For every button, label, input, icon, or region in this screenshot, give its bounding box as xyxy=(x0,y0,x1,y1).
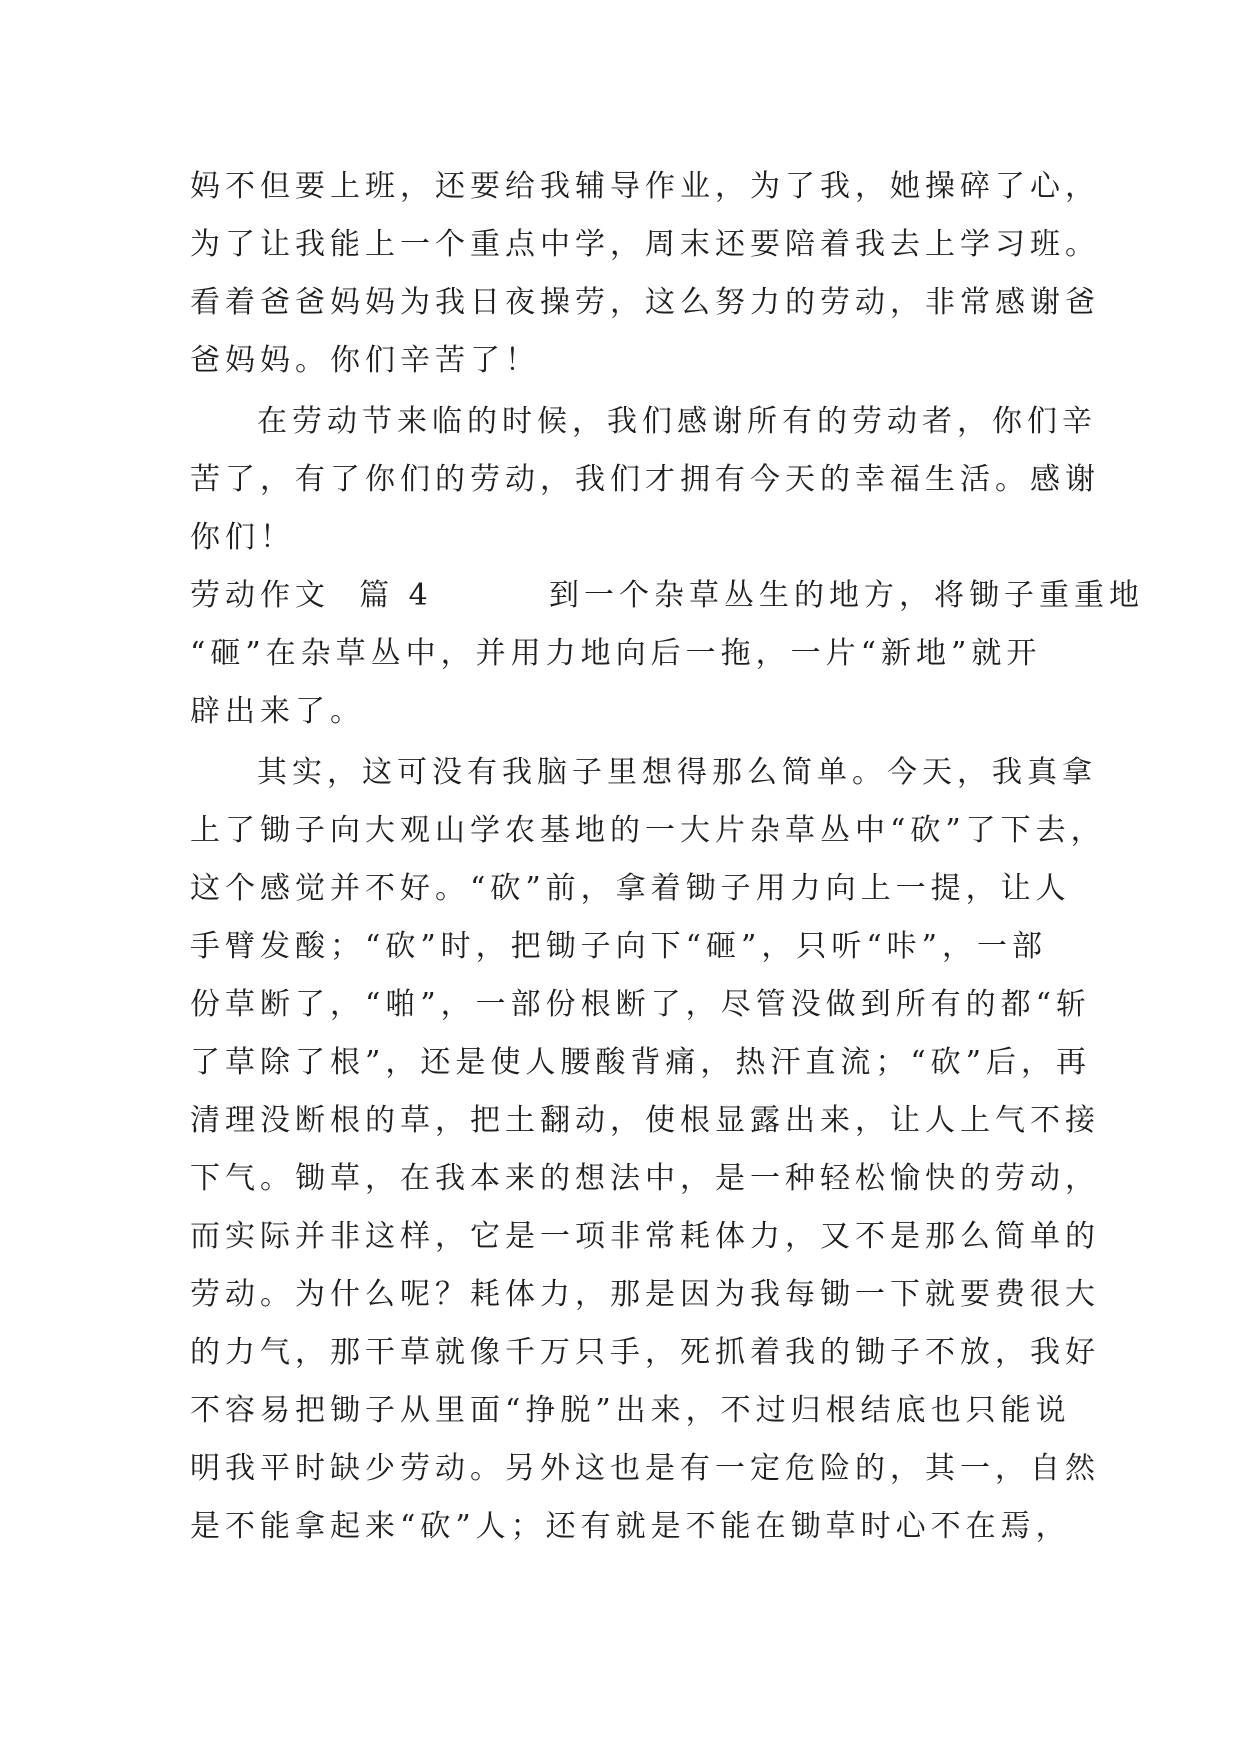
text-line: 在劳动节来临的时候，我们感谢所有的劳动者，你们辛 xyxy=(257,404,1097,439)
text-line: 了草除了根”，还是使人腰酸背痛，热汗直流；“砍”后，再 xyxy=(190,1045,1092,1080)
text-line: 的力气，那干草就像千万只手，死抓着我的锄子不放，我好 xyxy=(190,1335,1100,1370)
text-line: 苦了，有了你们的劳动，我们才拥有今天的幸福生活。感谢 xyxy=(190,462,1100,497)
section-heading-line: 劳动作文 篇 4 到一个杂草丛生的地方，将锄子重重地 xyxy=(190,578,1144,613)
text-line: 其实，这可没有我脑子里想得那么简单。今天，我真拿 xyxy=(257,755,1097,790)
text-line: 下气。锄草，在我本来的想法中，是一种轻松愉快的劳动， xyxy=(190,1161,1100,1196)
text-line: 是不能拿起来“砍”人；还有就是不能在锄草时心不在焉， xyxy=(190,1509,1071,1544)
text-line: 为了让我能上一个重点中学，周末还要陪着我去上学习班。 xyxy=(190,227,1100,262)
text-line: 份草断了，“啪”，一部份根断了，尽管没做到所有的都“斩 xyxy=(190,987,1092,1022)
text-line: 清理没断根的草，把土翻动，使根显露出来，让人上气不接 xyxy=(190,1103,1100,1138)
text-line: 你们！ xyxy=(190,520,295,555)
article-body xyxy=(190,158,1144,1556)
text-line: “砸”在杂草丛中，并用力地向后一拖，一片“新地”就开 xyxy=(190,636,1042,671)
text-line: 而实际并非这样，它是一项非常耗体力，又不是那么简单的 xyxy=(190,1219,1100,1254)
text-line: 爸妈妈。你们辛苦了！ xyxy=(190,343,540,378)
text-line: 手臂发酸；“砍”时，把锄子向下“砸”，只听“咔”，一部 xyxy=(190,929,1048,964)
text-line: 明我平时缺少劳动。另外这也是有一定危险的，其一，自然 xyxy=(190,1451,1100,1486)
text-line: 妈不但要上班，还要给我辅导作业，为了我，她操碎了心， xyxy=(190,169,1100,204)
text-line: 看着爸爸妈妈为我日夜操劳，这么努力的劳动，非常感谢爸 xyxy=(190,285,1100,320)
text-line: 这个感觉并不好。“砍”前，拿着锄子用力向上一提，让人 xyxy=(190,871,1071,906)
text-line: 劳动。为什么呢？耗体力，那是因为我每锄一下就要费很大 xyxy=(190,1277,1100,1312)
text-line: 上了锄子向大观山学农基地的一大片杂草丛中“砍”了下去， xyxy=(190,813,1106,848)
text-line: 辟出来了。 xyxy=(190,694,365,729)
text-line: 不容易把锄子从里面“挣脱”出来，不过归根结底也只能说 xyxy=(190,1393,1071,1428)
